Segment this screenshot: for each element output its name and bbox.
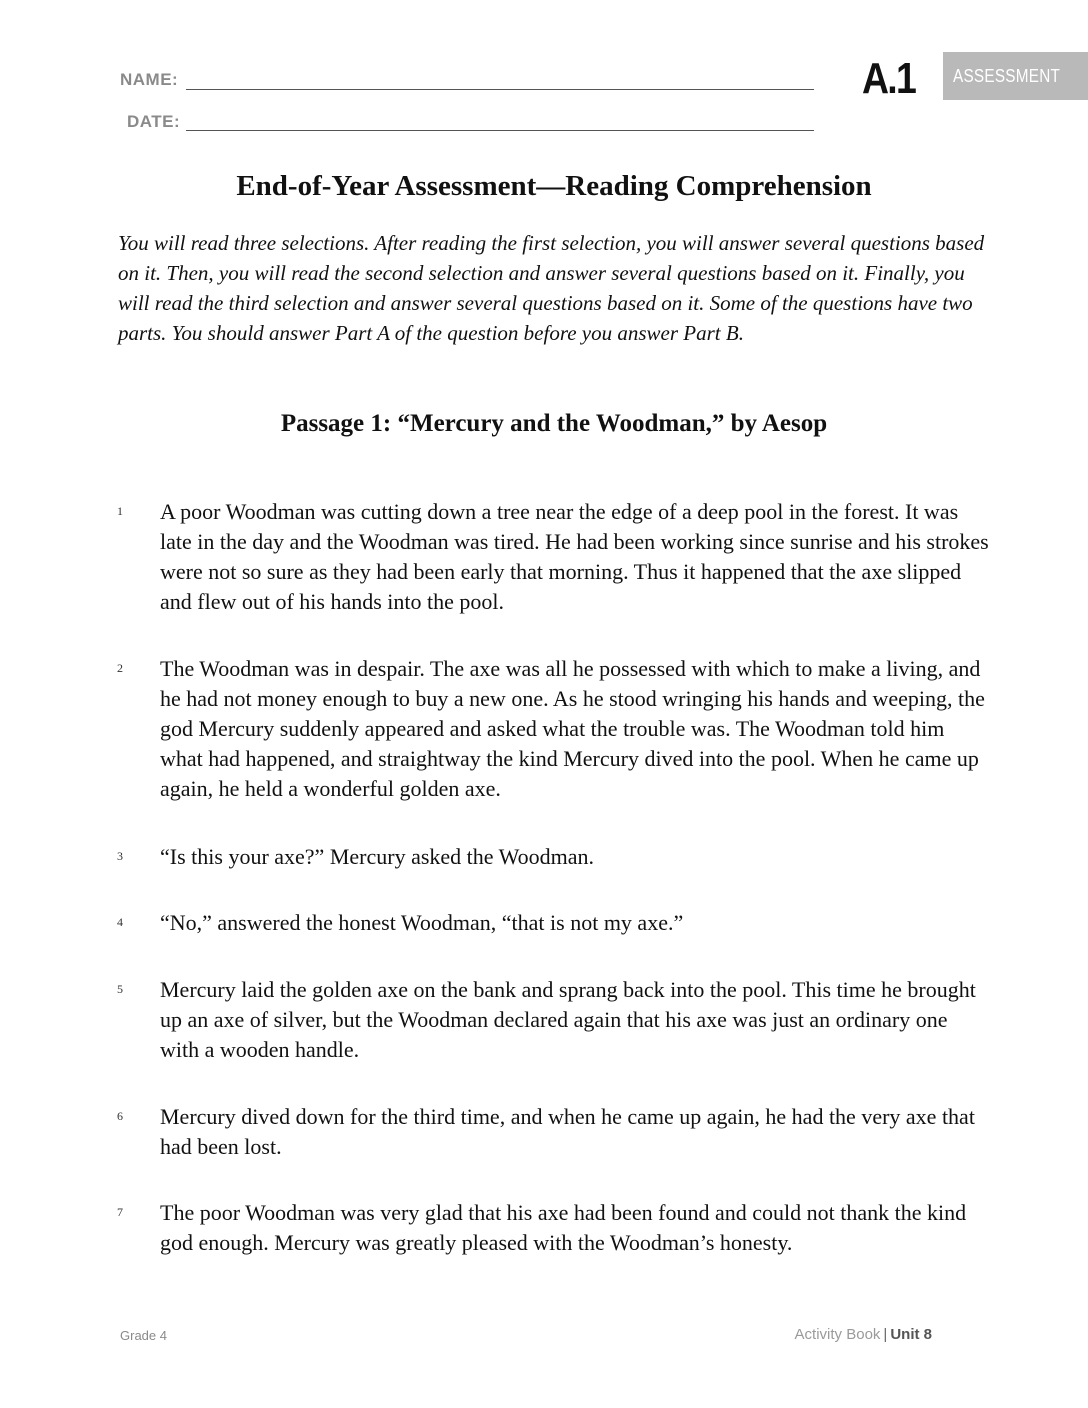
date-field-line[interactable] xyxy=(186,130,814,131)
paragraph-number: 4 xyxy=(117,915,123,929)
paragraph-text: “Is this your axe?” Mercury asked the Woodman. xyxy=(160,844,595,869)
paragraph-text: The poor Woodman was very glad that his axe had been found and could not thank the kind god enough. Mercury was greatly pleased with the Woodman’s honesty. xyxy=(160,1200,967,1255)
paragraph-text: A poor Woodman was cutting down a tree near the edge of a deep pool in the forest. It was late in the day and the Woodman was tired. He had been working since sunrise and his strokes were not so sure as they had been early that morning. Thus it happened that the axe slipped and flew out of his hands into the pool. xyxy=(160,499,989,614)
book-title: Activity Book xyxy=(794,1326,881,1343)
name-field-line[interactable] xyxy=(186,89,814,90)
name-label: NAME: xyxy=(120,70,179,89)
paragraph-text: Mercury dived down for the third time, and when he came up again, he had the very axe that had been lost. xyxy=(160,1104,975,1159)
instructions-text: You will read three selections. After reading the first selection, you will answer several questions based on it. Then, you will read the second selection and answer several questions based on it. Finally, you will read the third selection and answer several questions based on it. Some of the questions have two parts. You should answer Part A of the question before you answer Part B. xyxy=(118,231,985,345)
assessment-badge-label: ASSESSMENT xyxy=(953,66,1061,86)
paragraph-text: Mercury laid the golden axe on the bank and sprang back into the pool. This time he brought up an axe of silver, but the Woodman declared again that his axe was just an ordinary one with a wooden handle. xyxy=(160,977,976,1062)
passage-title: Passage 1: “Mercury and the Woodman,” by Aesop xyxy=(280,410,828,437)
date-label: DATE: xyxy=(127,112,181,131)
unit-label: Unit 8 xyxy=(890,1326,932,1343)
paragraph-text: The Woodman was in despair. The axe was all he possessed with which to make a living, and he had not money enough to buy a new one. As he stood wringing his hands and weeping, the god Mercury suddenly appeared and asked what the trouble was. The Woodman told him what had happened, and straightway the kind Mercury dived into the pool. When he came up again, he held a wonderful golden axe. xyxy=(160,656,985,801)
footer-separator: | xyxy=(883,1326,888,1343)
paragraph-number: 7 xyxy=(117,1205,123,1219)
book-footer xyxy=(795,1326,932,1343)
paragraph-number: 2 xyxy=(117,661,123,675)
paragraph-number: 3 xyxy=(117,849,123,863)
paragraph-number: 5 xyxy=(117,982,123,996)
paragraph-number: 6 xyxy=(117,1109,123,1123)
grade-label: Grade 4 xyxy=(120,1328,167,1343)
paragraph-number: 1 xyxy=(117,504,123,518)
paragraph-text: “No,” answered the honest Woodman, “that is not my axe.” xyxy=(160,910,684,935)
page-title: End-of-Year Assessment—Reading Comprehension xyxy=(236,170,872,202)
assessment-badge xyxy=(943,52,1088,100)
assessment-code: A.1 xyxy=(862,54,916,103)
